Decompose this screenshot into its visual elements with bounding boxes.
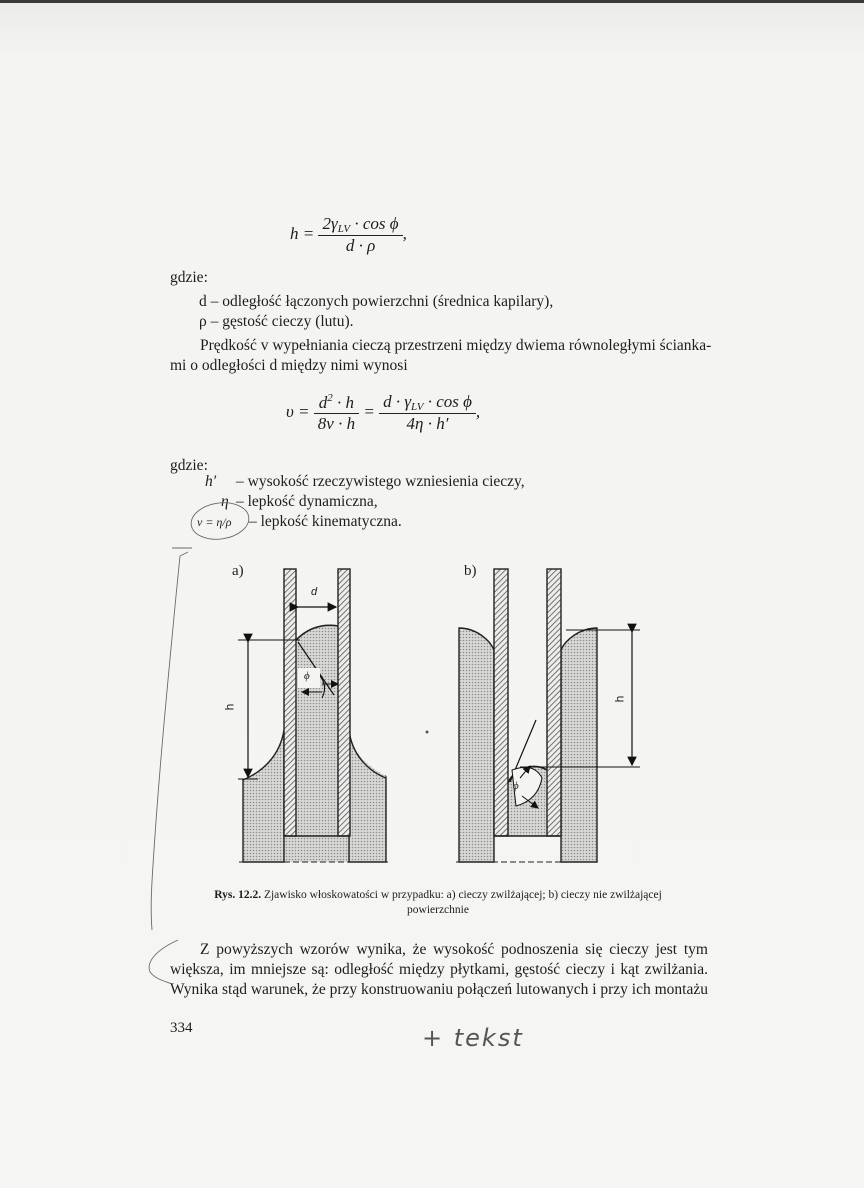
h-label-a: h <box>222 703 237 711</box>
formula2-f2-num-sub: LV <box>411 401 424 413</box>
formula2-lhs: υ = <box>286 401 310 421</box>
tube-b-right-wall <box>547 569 561 836</box>
formula2-f1-num-sup: 2 <box>327 392 333 404</box>
figure-label-a: a) <box>232 563 244 579</box>
figure-caption <box>168 888 708 918</box>
caption-line-2: powierzchnie <box>407 904 469 916</box>
handwritten-note: + tekst <box>422 1024 524 1052</box>
figure-label-b: b) <box>464 563 477 579</box>
paragraph-velocity-line-2: mi o odległości d między nimi wynosi <box>170 357 408 374</box>
d-label: d <box>311 586 318 598</box>
paragraph-conclusion <box>170 940 708 1000</box>
definition-d: d – odległość łączonych powierzchni (średnica kapilary), <box>199 293 554 310</box>
definition-nu-text: – lepkość kinematyczna. <box>249 513 402 530</box>
formula1-den: d · ρ <box>345 236 376 255</box>
gdzie-label-1: gdzie: <box>170 269 208 286</box>
pencil-circle <box>189 499 251 543</box>
definition-hprime-symbol: h′ <box>205 473 217 490</box>
gdzie-label-2: gdzie: <box>170 457 208 474</box>
formula2-f2-num-a: d · γ <box>383 392 412 411</box>
pencil-bracket-line <box>151 552 188 930</box>
formula1-num-coef: 2γ <box>322 214 338 233</box>
formula2-f1-den: 8ν · h <box>317 414 356 433</box>
paragraph-conclusion-line-1: Z powyższych wzorów wynika, że wysokość podnoszenia się cieczy jest tym <box>200 941 708 958</box>
formula2-f2-num-b: · cos ϕ <box>423 392 472 411</box>
definition-hprime-text: – wysokość rzeczywistego wzniesienia cieczy, <box>236 473 525 490</box>
formula1-trail: , <box>402 223 407 243</box>
formula1-num-sub: LV <box>337 223 351 235</box>
formula2-trail: , <box>475 401 481 421</box>
definition-eta-text: – lepkość dynamiczna, <box>236 493 378 510</box>
definition-eta-symbol: η <box>221 493 229 510</box>
page-number: 334 <box>170 1020 193 1036</box>
definition-rho: ρ – gęstość cieczy (lutu). <box>199 313 354 330</box>
h-label-b: h <box>612 695 627 703</box>
formula1-num-rest: · cos ϕ <box>350 214 399 233</box>
definition-nu-symbol: ν = η/ρ <box>197 515 232 529</box>
tube-a-left-wall <box>284 569 296 836</box>
formula2-f2-den: 4η · h′ <box>406 414 449 433</box>
formula1-lhs: h = <box>290 223 315 243</box>
liquid-bath-b-left <box>459 628 494 862</box>
caption-line-1: Zjawisko włoskowatości w przypadku: a) cieczy zwilżającej; b) cieczy nie zwilżającej <box>261 889 662 901</box>
tube-b-left-wall <box>494 569 508 836</box>
paragraph-conclusion-line-2: większa, im mniejsze są: odległość między płytkami, gęstość cieczy i kąt zwilżania. <box>170 961 708 978</box>
paragraph-conclusion-line-3: Wynika stąd warunek, że przy konstruowaniu połączeń lutowanych i przy ich montażu <box>170 981 708 998</box>
paragraph-velocity-line-1: Prędkość v wypełniania cieczą przestrzeni między dwiema równoległymi ścianka- <box>200 337 712 354</box>
liquid-column-a <box>296 626 338 836</box>
liquid-bath-a-left <box>243 730 284 862</box>
liquid-bath-b-right <box>561 628 597 862</box>
formula2-eq: = <box>363 401 375 421</box>
caption-label: Rys. 12.2. <box>214 889 262 901</box>
phi-label-a: ϕ <box>304 670 310 682</box>
formula2-f1-num-a: d <box>318 393 328 412</box>
phi-label-b: ϕ <box>513 780 519 792</box>
liquid-bath-a-right <box>349 730 386 862</box>
formula2-f1-num-b: · h <box>332 393 355 412</box>
tube-a-right-wall <box>338 569 350 836</box>
